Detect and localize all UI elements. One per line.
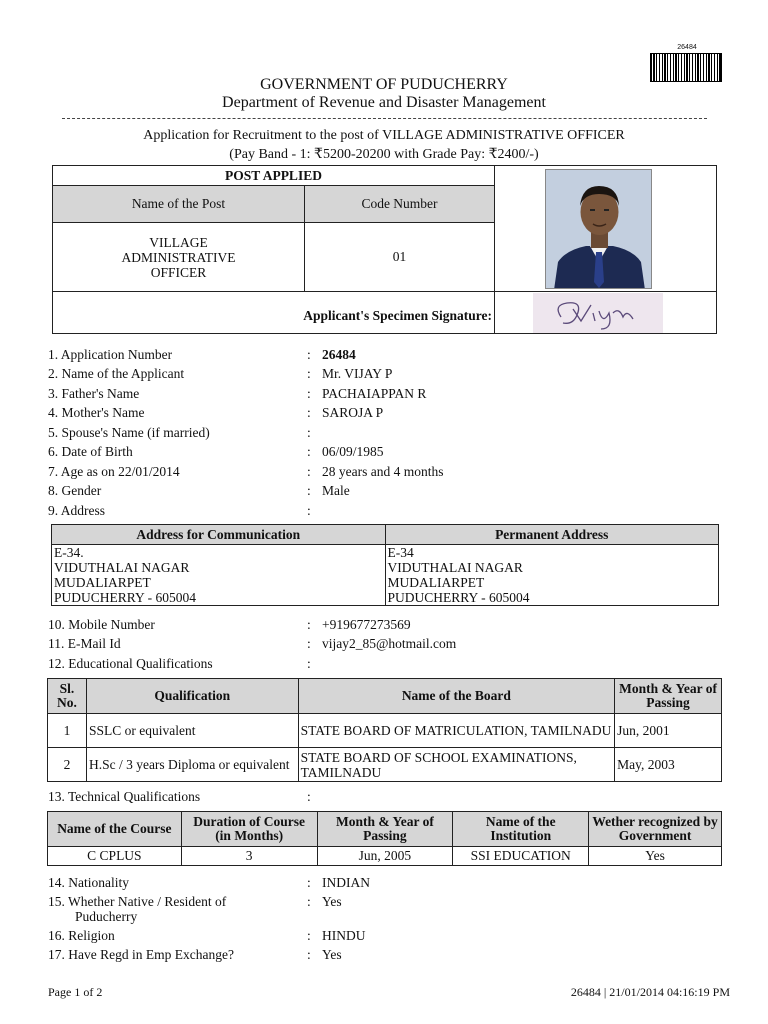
edu-slno: 2 bbox=[48, 748, 87, 782]
tech-header-passing: Month & Year of Passing bbox=[317, 812, 453, 847]
field-row bbox=[48, 405, 145, 421]
colon: : bbox=[307, 464, 311, 479]
field-label: 3. Father's Name bbox=[48, 386, 140, 401]
applicant-photo bbox=[545, 169, 652, 289]
department-title: Department of Revenue and Disaster Management bbox=[222, 94, 546, 111]
government-title: GOVERNMENT OF PUDUCHERRY bbox=[260, 76, 508, 93]
address-line: VIDUTHALAI NAGAR bbox=[54, 560, 190, 575]
applicant-name: Mr. VIJAY P bbox=[322, 366, 393, 381]
edu-header-slno: Sl. No. bbox=[48, 679, 87, 714]
gender: Male bbox=[322, 483, 350, 498]
comm-address-header: Address for Communication bbox=[52, 525, 386, 545]
col-name-of-post: Name of the Post bbox=[52, 185, 305, 223]
post-applied-title: POST APPLIED bbox=[52, 165, 495, 186]
field-label: 15. Whether Native / Resident of bbox=[48, 894, 227, 909]
field-label: 13. Technical Qualifications bbox=[48, 789, 201, 804]
field-row bbox=[48, 503, 105, 519]
field-label: 2. Name of the Applicant bbox=[48, 366, 185, 381]
address-line: MUDALIARPET bbox=[54, 575, 151, 590]
field-label: 7. Age as on 22/01/2014 bbox=[48, 464, 180, 479]
post-name: VILLAGE ADMINISTRATIVE OFFICER bbox=[52, 222, 305, 292]
tech-header-institution: Name of the Institution bbox=[453, 812, 589, 847]
edu-passing: May, 2003 bbox=[615, 748, 722, 782]
field-label: 14. Nationality bbox=[48, 875, 129, 890]
table-row bbox=[48, 714, 722, 748]
edu-header-passing: Month & Year of Passing bbox=[615, 679, 722, 714]
technical-table bbox=[47, 811, 722, 866]
mother-name: SAROJA P bbox=[322, 405, 384, 420]
signature-label: Applicant's Specimen Signature: bbox=[52, 291, 495, 334]
field-label: 6. Date of Birth bbox=[48, 444, 133, 459]
page-number: Page 1 of 2 bbox=[48, 985, 103, 999]
colon: : bbox=[307, 636, 311, 651]
comm-address bbox=[52, 545, 386, 606]
edu-qualification: H.Sc / 3 years Diploma or equivalent bbox=[86, 748, 298, 782]
tech-institution: SSI EDUCATION bbox=[453, 847, 589, 866]
edu-header-board: Name of the Board bbox=[298, 679, 615, 714]
email-id: vijay2_85@hotmail.com bbox=[322, 636, 457, 651]
colon: : bbox=[307, 405, 311, 420]
barcode-number: 26484 bbox=[677, 44, 697, 51]
perm-address-header: Permanent Address bbox=[385, 525, 719, 545]
colon: : bbox=[307, 947, 311, 962]
edu-header-qualification: Qualification bbox=[86, 679, 298, 714]
field-label: 8. Gender bbox=[48, 483, 102, 498]
date-of-birth: 06/09/1985 bbox=[322, 444, 384, 459]
emp-exchange: Yes bbox=[322, 947, 342, 962]
tech-duration: 3 bbox=[181, 847, 317, 866]
father-name: PACHAIAPPAN R bbox=[322, 386, 427, 401]
field-row bbox=[48, 425, 210, 441]
colon: : bbox=[307, 347, 311, 362]
tech-recognized: Yes bbox=[589, 847, 722, 866]
table-row bbox=[48, 847, 722, 866]
field-label: 16. Religion bbox=[48, 928, 115, 943]
colon: : bbox=[307, 444, 311, 459]
field-row bbox=[48, 347, 172, 363]
edu-board: STATE BOARD OF SCHOOL EXAMINATIONS, TAMILNADU bbox=[298, 748, 615, 782]
colon: : bbox=[307, 928, 311, 943]
field-label: 9. Address bbox=[48, 503, 105, 518]
nationality: INDIAN bbox=[322, 875, 370, 890]
application-number: 26484 bbox=[322, 347, 356, 362]
tech-passing: Jun, 2005 bbox=[317, 847, 453, 866]
address-line: PUDUCHERRY - 605004 bbox=[54, 590, 197, 605]
colon: : bbox=[307, 875, 311, 890]
colon: : bbox=[307, 483, 311, 498]
colon: : bbox=[307, 503, 311, 518]
applicant-signature bbox=[533, 293, 663, 333]
field-row bbox=[48, 483, 101, 499]
address-table bbox=[51, 524, 719, 606]
col-code-number: Code Number bbox=[304, 185, 495, 223]
field-row bbox=[48, 386, 139, 402]
field-label: 12. Educational Qualifications bbox=[48, 656, 213, 671]
colon: : bbox=[307, 894, 311, 909]
edu-qualification: SSLC or equivalent bbox=[86, 714, 298, 748]
address-line: PUDUCHERRY - 605004 bbox=[387, 590, 530, 605]
address-line: VIDUTHALAI NAGAR bbox=[387, 560, 523, 575]
field-label: 5. Spouse's Name (if married) bbox=[48, 425, 210, 440]
edu-passing: Jun, 2001 bbox=[615, 714, 722, 748]
colon: : bbox=[307, 789, 311, 804]
tech-course: C CPLUS bbox=[48, 847, 182, 866]
edu-slno: 1 bbox=[48, 714, 87, 748]
field-label: 1. Application Number bbox=[48, 347, 173, 362]
religion: HINDU bbox=[322, 928, 366, 943]
tech-header-recognized: Wether recognized by Government bbox=[589, 812, 722, 847]
mobile-number: +919677273569 bbox=[322, 617, 411, 632]
colon: : bbox=[307, 617, 311, 632]
age: 28 years and 4 months bbox=[322, 464, 444, 479]
divider bbox=[62, 118, 707, 119]
perm-address bbox=[385, 545, 719, 606]
field-row bbox=[48, 444, 133, 460]
colon: : bbox=[307, 656, 311, 671]
field-row bbox=[48, 366, 184, 382]
address-line: E-34. bbox=[54, 545, 84, 560]
colon: : bbox=[307, 386, 311, 401]
application-title: Application for Recruitment to the post of VILLAGE ADMINISTRATIVE OFFICER bbox=[143, 128, 625, 143]
colon: : bbox=[307, 425, 311, 440]
field-label-cont: Puducherry bbox=[75, 909, 138, 924]
edu-board: STATE BOARD OF MATRICULATION, TAMILNADU bbox=[298, 714, 615, 748]
address-line: MUDALIARPET bbox=[387, 575, 485, 590]
field-label: 10. Mobile Number bbox=[48, 617, 155, 632]
post-code: 01 bbox=[304, 222, 495, 292]
address-line: E-34 bbox=[387, 545, 414, 560]
field-row bbox=[48, 464, 180, 480]
field-label: 17. Have Regd in Emp Exchange? bbox=[48, 947, 234, 962]
table-row bbox=[48, 748, 722, 782]
tech-header-duration: Duration of Course (in Months) bbox=[181, 812, 317, 847]
field-label: 11. E-Mail Id bbox=[48, 636, 121, 651]
field-label: 4. Mother's Name bbox=[48, 405, 145, 420]
native-resident: Yes bbox=[322, 894, 342, 909]
colon: : bbox=[307, 366, 311, 381]
education-table bbox=[47, 678, 722, 782]
tech-header-course: Name of the Course bbox=[48, 812, 182, 847]
pay-band: (Pay Band - 1: ₹5200-20200 with Grade Pay: ₹2400/-) bbox=[229, 147, 539, 162]
footer-stamp: 26484 | 21/01/2014 04:16:19 PM bbox=[570, 985, 730, 999]
